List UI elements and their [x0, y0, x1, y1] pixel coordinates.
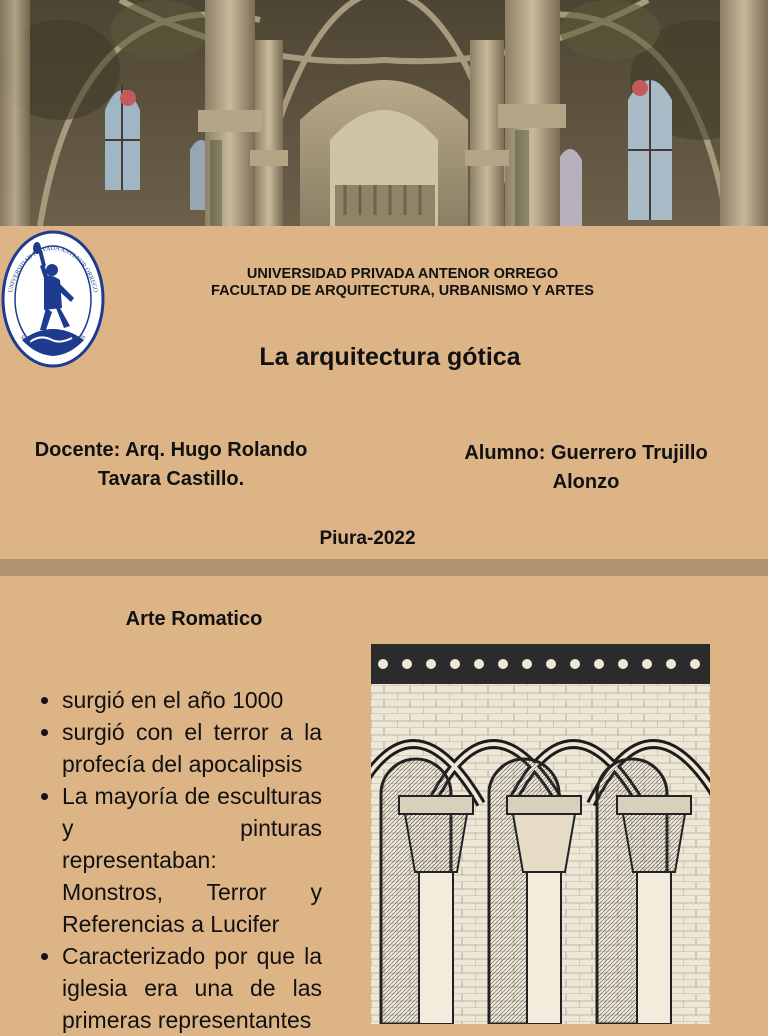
list-item: • Caracterizado por que la iglesia era una de las primeras representantes [62, 940, 322, 1036]
place-date: Piura-2022 [319, 528, 416, 549]
cover-photo-gothic-interior [0, 0, 768, 226]
docente-label: Docente: Arq. Hugo Rolando Tavara Castillo. [34, 439, 308, 490]
alumno-label: Alumno: Guerrero Trujillo Alonzo [464, 442, 708, 493]
logo-ring-text: UNIVERSIDAD PRIVADA ANTENOR ORREGO [6, 244, 100, 294]
university-seal-logo [0, 230, 106, 368]
faculty-name: FACULTAD DE ARQUITECTURA, URBANISMO Y ARTES [211, 283, 594, 299]
university-name: UNIVERSIDAD PRIVADA ANTENOR ORREGO [246, 266, 559, 282]
bullet-list [28, 684, 322, 1036]
logo-motto-text: SCIENTIA ET HUMANITAS [18, 333, 88, 355]
romanesque-arcade-illustration [371, 644, 710, 1024]
section-divider [0, 559, 768, 576]
list-item: • La mayoría de esculturas y pinturas representaban: Monstros, Terror y Referencias a Lucifer [62, 780, 322, 940]
list-item: • surgió con el terror a la profecía del apocalipsis [62, 716, 322, 780]
section-heading: Arte Romatico [125, 608, 263, 630]
list-item: • surgió en el año 1000 [62, 684, 322, 716]
document-title: La arquitectura gótica [259, 343, 521, 371]
